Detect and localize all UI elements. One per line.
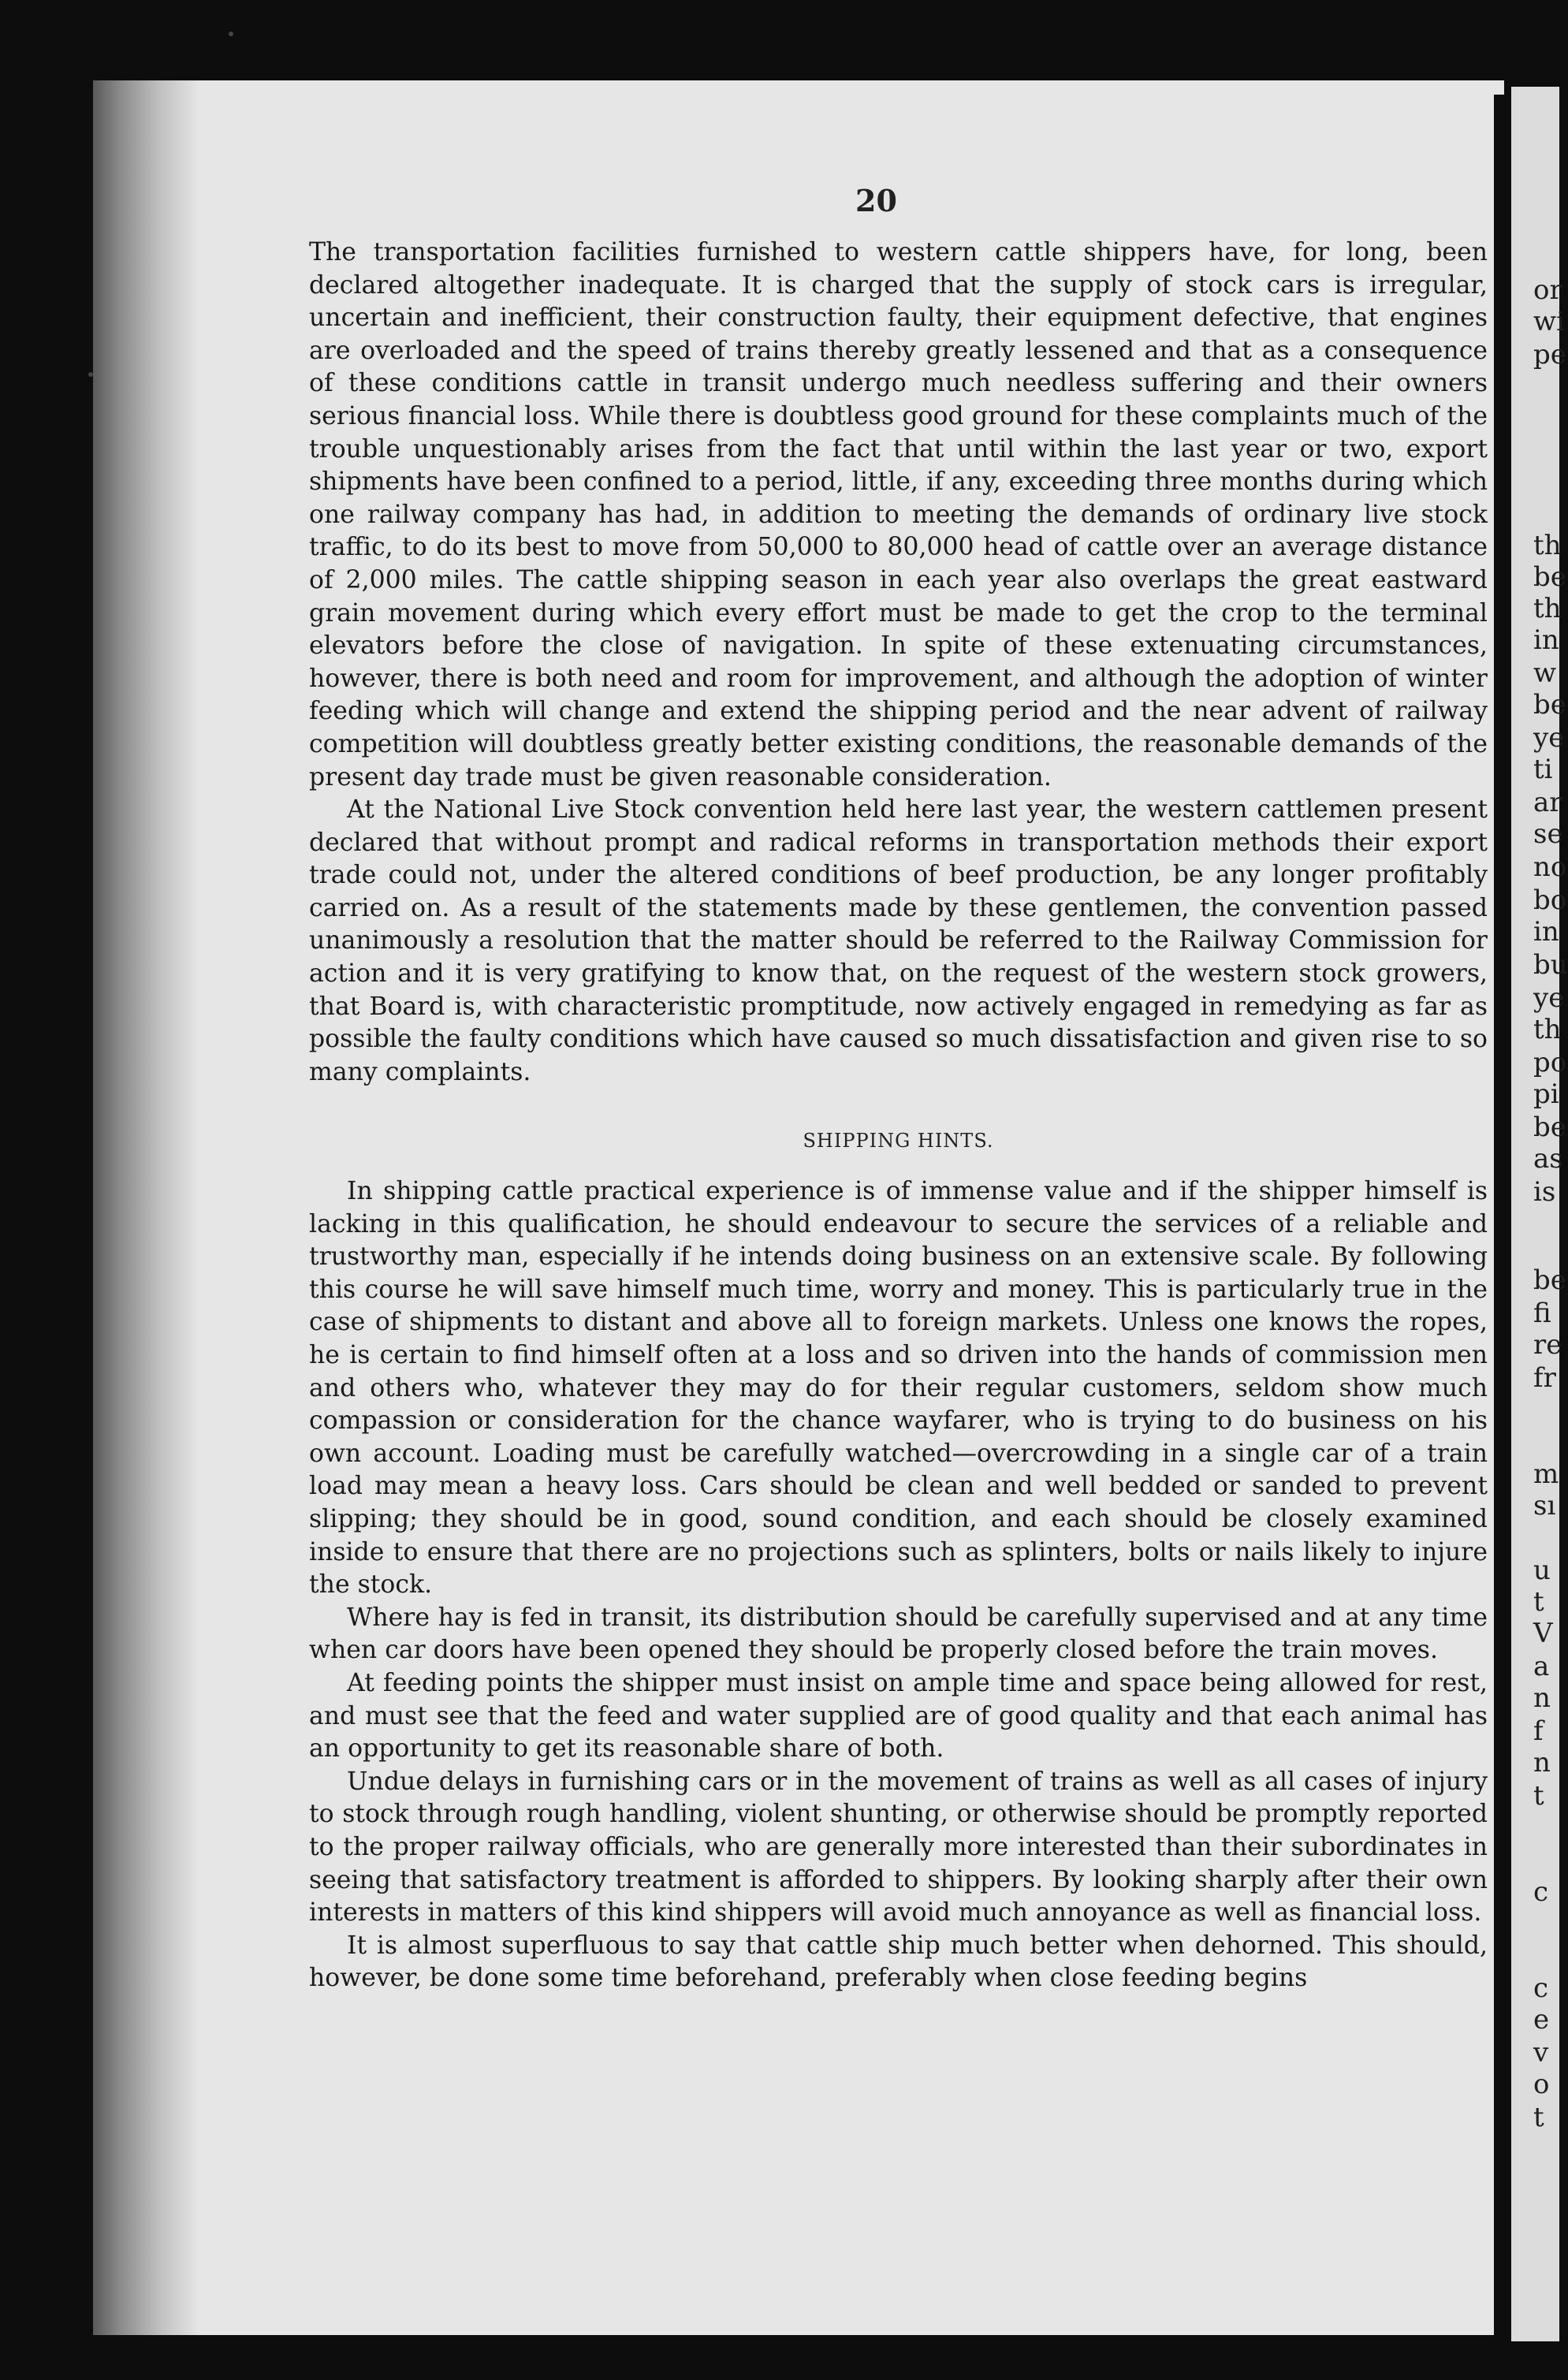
paragraph: In shipping cattle practical experience is of immense value and if the shipper himself is lacking in this qualification, he should endeavour to secure the services of a reliable and trustworthy man, especially if he intends doing business on an extensive scale. By following this course he will save himself much time, worry and money. This is particularly true in the case of shipments to distant and above all to foreign markets. Unless one knows the ropes, he is certain to find himself often at a loss and so driven into the hands of commission men and others who, whatever they may do for their regular customers, seldom show much compassion or consideration for the chance wayfarer, who is trying to do business on his own account. Loading must be carefully watched—overcrowding in a single car of a train load may mean a heavy loss. Cars should be clean and well bedded or sanded to prevent slipping; they should be in good, sound condition, and each should be closely examined inside to ensure that there are no projections such as splinters, bolts or nails likely to injure the stock. [309, 1177, 1488, 1600]
paragraph: Undue delays in furnishing cars or in the movement of trains as well as all cases of injury to stock through rough handling, violent shunting, or otherwise should be promptly reported to the proper railway officials, who are generally more interested than their subordinates in seeing that satisfactory treatment is afforded to shippers. By looking sharply after their own interests in matters of this kind shippers will avoid much annoyance as well as financial loss. [309, 1767, 1488, 1927]
page-body-text [309, 237, 1488, 1995]
paragraph: At the National Live Stock convention held here last year, the western cattlemen present declared that without prompt and radical reforms in transportation methods their export trade could not, under the altered conditions of beef production, be any longer profitably carried on. As a result of the statements made by these gentlemen, the convention passed unanimously a resolution that the matter should be referred to the Railway Commission for action and it is very gratifying to know that, on the request of the western stock growers, that Board is, with characteristic promptitude, now actively engaged in remedying as far as possible the faulty conditions which have caused so much dissatisfaction and given rise to so many complaints. [309, 795, 1488, 1086]
facing-page-fragment: ti [1533, 754, 1553, 785]
section-heading: SHIPPING HINTS. [803, 1130, 994, 1153]
facing-page-fragment: ye [1533, 982, 1565, 1014]
facing-page-fragment: bu [1533, 949, 1568, 981]
facing-page-fragment: be [1533, 1112, 1566, 1143]
facing-page-fragment: n [1533, 1747, 1551, 1778]
facing-page-fragment: wi [1533, 306, 1565, 337]
facing-page-fragment: po [1533, 1047, 1567, 1078]
facing-page-fragment: t [1533, 1780, 1544, 1812]
facing-page-fragment: as [1533, 1143, 1563, 1175]
facing-page-fragment: ye [1533, 722, 1565, 754]
facing-page-fragment: u [1533, 1555, 1551, 1586]
facing-page-fragment: or [1533, 274, 1562, 306]
facing-page-fragment: a [1533, 1651, 1550, 1682]
facing-page-fragment: in [1533, 624, 1559, 656]
facing-page-fragment: be [1533, 689, 1566, 721]
facing-page-fragment: bo [1533, 885, 1567, 916]
facing-page-fragment: th [1533, 1014, 1562, 1045]
facing-page-fragment: pe [1533, 339, 1566, 371]
facing-page-fragment: v [1533, 2037, 1549, 2069]
paragraph: The transportation facilities furnished to western cattle shippers have, for long, been declared altogether inadequate. It is charged that the supply of stock cars is irregular, uncertain and inefficient, their construction faulty, their equipment defective, that engines are overloaded and the speed of trains thereby greatly lessened and that as a consequence of these conditions cattle in transit undergo much needless suffering and their owners serious financial loss. While there is doubtless good ground for these complaints much of the trouble unquestionably arises from the fact that until within the last year or two, export shipments have been confined to a period, little, if any, exceeding three months during which one railway company has had, in addition to meeting the demands of ordinary live stock traffic, to do its best to move from 50,000 to 80,000 head of cattle over an average distance of 2,000 miles. The cattle shipping season in each year also overlaps the great eastward grain movement during which every effort must be made to get the crop to the terminal elevators before the close of navigation. In spite of these extenuating circumstances, however, there is both need and room for improvement, and although the adoption of winter feeding which will change and extend the shipping period and the near advent of railway competition will doubtless greatly better existing conditions, the reasonable demands of the present day trade must be given reasonable consideration. [309, 238, 1488, 791]
facing-page-fragment: t [1533, 2102, 1544, 2133]
facing-page-fragment: m [1533, 1458, 1559, 1490]
paragraph: Where hay is fed in transit, its distribution should be carefully supervised and at any time when car doors have been opened they should be properly closed before the train moves. [309, 1603, 1488, 1665]
facing-page-fragment: o [1533, 2069, 1550, 2100]
facing-page-fragment: se [1533, 818, 1563, 850]
facing-page-fragment: c [1533, 1876, 1549, 1908]
facing-page-fragment: ar [1533, 787, 1562, 818]
facing-page-fragment: f [1533, 1715, 1544, 1747]
facing-page-fragment: n [1533, 1682, 1551, 1714]
facing-page-edge [1511, 87, 1568, 2341]
scan-speck [229, 32, 233, 36]
facing-page-fragment: fr [1533, 1362, 1556, 1394]
facing-page-fragment: be [1533, 1264, 1566, 1296]
facing-page-fragment: t [1533, 1586, 1544, 1618]
facing-page-fragment: V [1533, 1618, 1553, 1649]
facing-page-fragment: e [1533, 2004, 1550, 2035]
facing-page-fragment: c [1533, 1972, 1549, 2004]
paragraph: At feeding points the shipper must insist on ample time and space being allowed for rest, and must see that the feed and water supplied are of good quality and that each animal has an opportunity to get its reasonable share of both. [309, 1668, 1488, 1764]
facing-page-fragment: in [1533, 916, 1559, 948]
facing-page-fragment: pi [1533, 1078, 1559, 1110]
facing-page-fragment: sı [1533, 1490, 1556, 1521]
facing-page-fragment: w [1533, 657, 1557, 689]
page-number: 20 [855, 183, 897, 218]
scan-speck [88, 372, 93, 377]
paragraph: It is almost superfluous to say that cattle ship much better when dehorned. This should, however, be done some time beforehand, preferably when close feeding begins [309, 1931, 1488, 1993]
facing-page-fragment: fi [1533, 1298, 1551, 1329]
page-fold-gap [1494, 95, 1511, 2341]
facing-page-fragment: no [1533, 851, 1567, 883]
facing-page-fragment: be [1533, 561, 1566, 593]
facing-page-fragment: th [1533, 593, 1562, 624]
page-binding-shadow [93, 80, 199, 2335]
facing-page-fragment: re [1533, 1329, 1562, 1361]
facing-page-fragment: is [1533, 1176, 1556, 1208]
facing-page-fragment: th [1533, 530, 1562, 561]
